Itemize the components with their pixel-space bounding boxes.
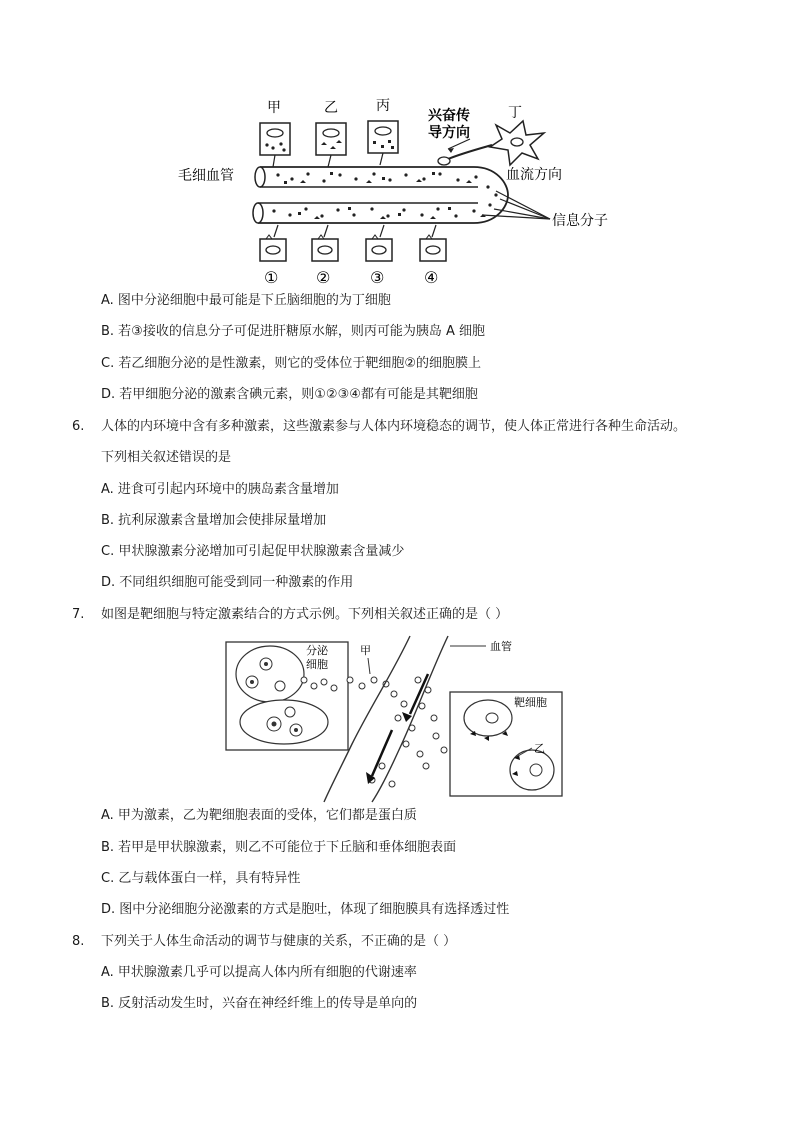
q5-option-c: C. 若乙细胞分泌的是性激素，则它的受体位于靶细胞②的细胞膜上 — [101, 356, 481, 371]
q7-option-b: B. 若甲是甲状腺激素，则乙不可能位于下丘脑和垂体细胞表面 — [101, 840, 457, 855]
q6-option-b: B. 抗利尿激素含量增加会使排尿量增加 — [101, 513, 327, 528]
q8-number: 8. — [72, 934, 85, 949]
label-ding: 丁 — [508, 105, 522, 121]
q8-stem: 下列关于人体生命活动的调节与健康的关系，不正确的是（ ） — [101, 934, 457, 949]
q8-option-a: A. 甲状腺激素几乎可以提高人体内所有细胞的代谢速率 — [101, 965, 417, 980]
q6-stem-line2: 下列相关叙述错误的是 — [101, 450, 232, 465]
label-signal: 信息分子 — [552, 213, 608, 229]
figure-hormone-transport — [178, 95, 618, 287]
label-yi-receptor: 乙 — [534, 742, 545, 755]
secretory-cell-yi — [316, 123, 346, 155]
label-excite2: 导方向 — [428, 125, 470, 141]
label-secrete: 分泌 — [306, 644, 328, 657]
label-vessel: 血管 — [490, 640, 512, 653]
label-jia: 甲 — [267, 100, 281, 116]
q5-option-b: B. 若③接收的信息分子可促进肝糖原水解，则丙可能为胰岛 A 细胞 — [101, 324, 485, 339]
capillary-vessel — [253, 167, 508, 223]
q6-option-d: D. 不同组织细胞可能受到同一种激素的作用 — [101, 575, 354, 590]
target-cell-4 — [420, 235, 446, 261]
label-target: 靶细胞 — [514, 696, 547, 709]
label-cell-4: ④ — [424, 268, 439, 287]
q6-stem-line1: 人体的内环境中含有多种激素，这些激素参与人体内环境稳态的调节，使人体正常进行各种生命活动。 — [101, 419, 687, 434]
label-yi: 乙 — [324, 100, 338, 116]
q7-number: 7. — [72, 607, 85, 622]
target-cell-3 — [366, 235, 392, 261]
q6-number: 6. — [72, 419, 85, 434]
label-cell-2: ② — [316, 268, 331, 287]
secretory-cell-box — [226, 642, 348, 750]
label-bing: 丙 — [376, 98, 390, 114]
q8-option-b: B. 反射活动发生时，兴奋在神经纤维上的传导是单向的 — [101, 996, 418, 1011]
label-jia-hormone: 甲 — [360, 644, 371, 657]
label-excite: 兴奋传 — [428, 108, 470, 124]
label-blood-flow: 血流方向 — [506, 167, 562, 183]
target-cell-2 — [312, 235, 338, 261]
secretory-cell-jia — [260, 123, 290, 155]
q7-option-d: D. 图中分泌细胞分泌激素的方式是胞吐，体现了细胞膜具有选择透过性 — [101, 902, 510, 917]
label-cell-1: ① — [264, 268, 279, 287]
jia-pointer — [368, 658, 370, 674]
target-arrows — [274, 225, 436, 237]
q7-option-c: C. 乙与载体蛋白一样，具有特异性 — [101, 871, 301, 886]
label-cell: 细胞 — [306, 658, 328, 671]
label-capillary: 毛细血管 — [178, 168, 234, 184]
figure-target-cell-binding — [222, 634, 572, 804]
target-cell-1 — [260, 235, 286, 261]
label-cell-3: ③ — [370, 268, 385, 287]
q7-option-a: A. 甲为激素，乙为靶细胞表面的受体，它们都是蛋白质 — [101, 808, 417, 823]
q5-option-a: A. 图中分泌细胞中最可能是下丘脑细胞的为丁细胞 — [101, 293, 391, 308]
q6-option-c: C. 甲状腺激素分泌增加可引起促甲状腺激素含量减少 — [101, 544, 405, 559]
q7-stem: 如图是靶细胞与特定激素结合的方式示例。下列相关叙述正确的是（ ） — [101, 607, 509, 622]
secretory-cell-bing — [368, 121, 398, 153]
q5-option-d: D. 若甲细胞分泌的激素含碘元素，则①②③④都有可能是其靶细胞 — [101, 387, 478, 402]
q6-option-a: A. 进食可引起内环境中的胰岛素含量增加 — [101, 482, 339, 497]
